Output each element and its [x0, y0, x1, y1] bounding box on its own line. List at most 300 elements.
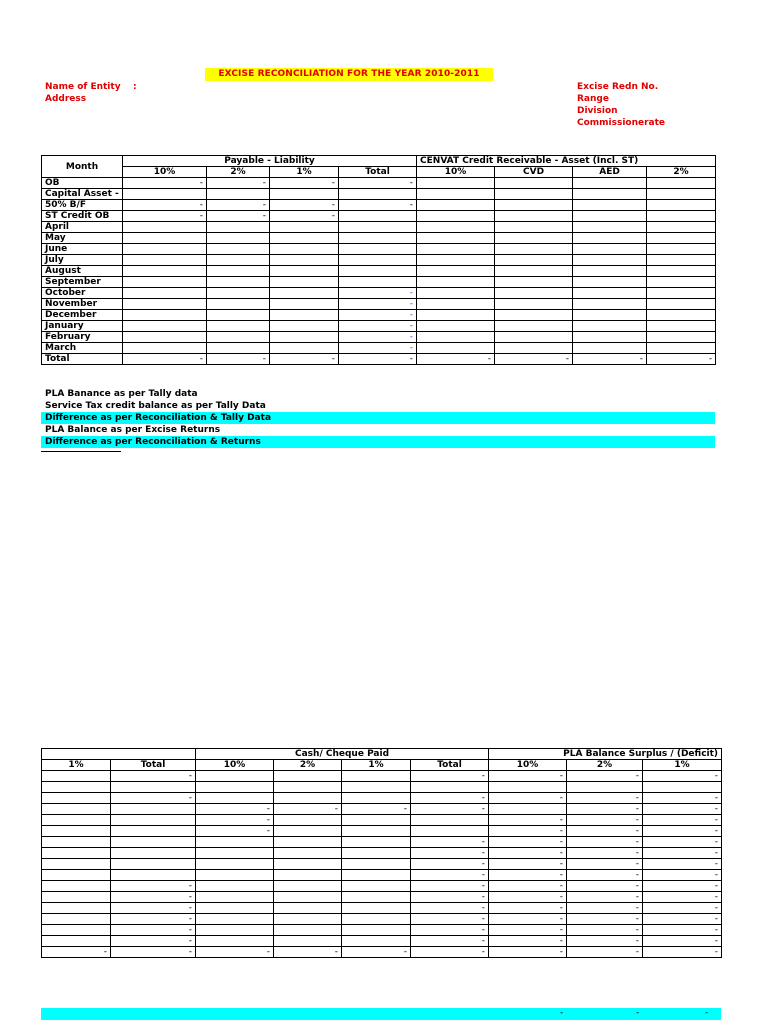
pla-header: PLA Balance Surplus / (Deficit) [489, 749, 722, 760]
entity-name-label: Name of Entity [45, 82, 121, 92]
table-cell: - [411, 903, 489, 914]
table-cell: - [196, 815, 274, 826]
table-cell: - [339, 310, 417, 321]
table-cell: - [196, 826, 274, 837]
table-cell [495, 332, 573, 343]
table-cell [417, 310, 495, 321]
table-cell [495, 178, 573, 189]
table-cell [342, 771, 411, 782]
table-cell [42, 837, 111, 848]
table-cell [647, 178, 716, 189]
table-cell [274, 936, 342, 947]
row-label: 50% B/F [42, 200, 123, 211]
summary-line: Difference as per Reconciliation & Tally Data [41, 412, 715, 424]
table-row [42, 222, 716, 233]
row-label: February [42, 332, 123, 343]
table-cell [42, 848, 111, 859]
table-row [42, 321, 716, 332]
table-cell [417, 255, 495, 266]
row-label: May [42, 233, 123, 244]
table-cell [647, 310, 716, 321]
table-cell: - [339, 354, 417, 365]
column-header: 2% [567, 760, 643, 771]
table-cell [573, 255, 647, 266]
table-row [42, 837, 722, 848]
table-cell [270, 233, 339, 244]
table-cell: - [411, 848, 489, 859]
table-cell: - [111, 936, 196, 947]
column-header: Total [111, 760, 196, 771]
division-label: Division [577, 106, 618, 116]
table-cell [573, 277, 647, 288]
table-cell [207, 288, 270, 299]
row-label: July [42, 255, 123, 266]
table-cell: - [489, 947, 567, 958]
table-cell [647, 222, 716, 233]
table-cell [42, 815, 111, 826]
table-cell [342, 826, 411, 837]
summary-line: PLA Banance as per Tally data [45, 389, 198, 399]
table-cell [495, 211, 573, 222]
row-label: April [42, 222, 123, 233]
table-cell [274, 815, 342, 826]
table-cell: - [643, 914, 722, 925]
table-row [42, 881, 722, 892]
table-cell [207, 244, 270, 255]
table-cell: - [647, 354, 716, 365]
payable-header: Payable - Liability [123, 156, 417, 167]
table-cell: - [111, 881, 196, 892]
table-cell [123, 189, 207, 200]
table-cell [647, 255, 716, 266]
table-cell [495, 244, 573, 255]
column-header: 1% [342, 760, 411, 771]
table-cell [417, 343, 495, 354]
column-header: 10% [123, 167, 207, 178]
table-cell: - [339, 332, 417, 343]
table-cell [342, 881, 411, 892]
table-row [42, 815, 722, 826]
table-cell: - [411, 837, 489, 848]
table-cell: - [643, 881, 722, 892]
table-cell [342, 903, 411, 914]
table-cell [207, 332, 270, 343]
table-cell: - [339, 200, 417, 211]
table-cell [573, 189, 647, 200]
table-cell [339, 277, 417, 288]
table-cell [42, 936, 111, 947]
table-cell [647, 332, 716, 343]
table-cell [495, 233, 573, 244]
row-label: December [42, 310, 123, 321]
table-cell [207, 310, 270, 321]
table-cell [42, 870, 111, 881]
table-cell [274, 870, 342, 881]
table-cell [643, 782, 722, 793]
table-cell [207, 189, 270, 200]
table-cell [573, 310, 647, 321]
table-cell [123, 233, 207, 244]
table-cell: - [643, 936, 722, 947]
table-cell: - [567, 903, 643, 914]
table-cell: - [489, 892, 567, 903]
table-cell [495, 321, 573, 332]
table-cell: - [567, 771, 643, 782]
table-cell: - [411, 804, 489, 815]
table-cell [417, 178, 495, 189]
table-cell [270, 299, 339, 310]
commissionerate-label: Commissionerate [577, 118, 666, 128]
table-cell: - [567, 804, 643, 815]
table-cell [42, 881, 111, 892]
table-cell [489, 782, 567, 793]
table-cell [270, 310, 339, 321]
table-cell [111, 848, 196, 859]
table-cell [647, 266, 716, 277]
table-cell [123, 310, 207, 321]
table-cell [123, 332, 207, 343]
table-cell: - [567, 837, 643, 848]
column-header: 10% [489, 760, 567, 771]
table-row [42, 189, 716, 200]
table-cell [417, 222, 495, 233]
table-row [42, 782, 722, 793]
table-cell [573, 266, 647, 277]
table-cell: - [567, 936, 643, 947]
table-cell [647, 343, 716, 354]
table-cell [42, 804, 111, 815]
table-cell [342, 936, 411, 947]
table-cell [573, 288, 647, 299]
table-cell [274, 826, 342, 837]
table-cell [42, 903, 111, 914]
table-cell: - [339, 288, 417, 299]
table-cell [573, 343, 647, 354]
table-cell: - [643, 892, 722, 903]
table-row [42, 266, 716, 277]
table-cell [196, 793, 274, 804]
table-cell [274, 892, 342, 903]
table-cell [111, 837, 196, 848]
table-cell [647, 200, 716, 211]
table-cell: - [643, 826, 722, 837]
table-cell [123, 288, 207, 299]
column-header: Total [339, 167, 417, 178]
table-cell [207, 233, 270, 244]
row-label: OB [42, 178, 123, 189]
table-cell: - [270, 200, 339, 211]
table-cell [111, 859, 196, 870]
table-cell [495, 299, 573, 310]
table-cell: - [567, 914, 643, 925]
table-cell: - [489, 826, 567, 837]
table-row [42, 354, 716, 365]
table-cell [495, 222, 573, 233]
table-cell: - [411, 793, 489, 804]
summary-line: PLA Balance as per Excise Returns [45, 425, 221, 435]
column-header: 1% [270, 167, 339, 178]
table-cell [417, 266, 495, 277]
table-cell [339, 233, 417, 244]
report-title: EXCISE RECONCILIATION FOR THE YEAR 2010-2011 [205, 68, 493, 81]
table-cell [274, 837, 342, 848]
table-cell: - [643, 793, 722, 804]
table-row [42, 925, 722, 936]
table-cell [339, 211, 417, 222]
table-row [42, 255, 716, 266]
table-cell: - [42, 947, 111, 958]
row-label: September [42, 277, 123, 288]
table-cell [196, 881, 274, 892]
column-header: 10% [196, 760, 274, 771]
table-cell [274, 859, 342, 870]
table-cell [123, 266, 207, 277]
table-row [42, 310, 716, 321]
row-label: January [42, 321, 123, 332]
table-cell: - [567, 793, 643, 804]
table-cell [42, 914, 111, 925]
summary-section [41, 388, 715, 448]
table-cell [495, 288, 573, 299]
month-header: Month [42, 156, 123, 178]
table2-blank-header [42, 749, 196, 760]
table-cell [495, 310, 573, 321]
table-cell [567, 782, 643, 793]
table-row [42, 332, 716, 343]
table-cell: - [489, 815, 567, 826]
table-cell [342, 859, 411, 870]
table-cell [111, 815, 196, 826]
table-cell [339, 189, 417, 200]
table-cell [196, 771, 274, 782]
table-cell [647, 299, 716, 310]
table-cell: - [643, 903, 722, 914]
table-row [42, 826, 722, 837]
table-cell: - [342, 804, 411, 815]
table-cell [342, 870, 411, 881]
table-cell [342, 782, 411, 793]
table-cell [207, 321, 270, 332]
table-cell [495, 255, 573, 266]
table-cell: - [489, 771, 567, 782]
table-cell [274, 881, 342, 892]
table-cell: - [411, 936, 489, 947]
table-cell: - [489, 837, 567, 848]
table-cell: - [489, 793, 567, 804]
table-cell [495, 200, 573, 211]
table-cell [573, 321, 647, 332]
table-cell [42, 771, 111, 782]
row-label: ST Credit OB [42, 211, 123, 222]
table-cell [274, 903, 342, 914]
table-cell [207, 277, 270, 288]
table-cell: - [123, 211, 207, 222]
table-cell: - [643, 925, 722, 936]
table-cell [647, 321, 716, 332]
table-row [42, 903, 722, 914]
table-cell [196, 837, 274, 848]
cenvat-header: CENVAT Credit Receivable - Asset (Incl. ST) [417, 156, 716, 167]
table-cell: - [111, 947, 196, 958]
table-row [42, 936, 722, 947]
table-cell: - [207, 178, 270, 189]
table-row [42, 211, 716, 222]
table-cell: - [207, 211, 270, 222]
table-cell [417, 321, 495, 332]
table-cell: - [495, 354, 573, 365]
table-cell: - [489, 848, 567, 859]
table-cell [417, 299, 495, 310]
table-cell [270, 343, 339, 354]
table-cell [123, 222, 207, 233]
footer-cell: - [636, 1008, 640, 1018]
table-cell: - [111, 892, 196, 903]
column-header: Total [411, 760, 489, 771]
table-cell [339, 244, 417, 255]
table-cell: - [643, 771, 722, 782]
table-cell [417, 200, 495, 211]
table-cell: - [643, 859, 722, 870]
row-label: August [42, 266, 123, 277]
table-cell: - [339, 299, 417, 310]
table-cell: - [567, 826, 643, 837]
table-cell [411, 815, 489, 826]
underline-divider [41, 451, 121, 452]
row-label: November [42, 299, 123, 310]
table-cell [573, 299, 647, 310]
table-cell [196, 892, 274, 903]
table-row [42, 859, 722, 870]
table-cell: - [207, 354, 270, 365]
table-row [42, 343, 716, 354]
table-cell [207, 299, 270, 310]
table-cell: - [567, 870, 643, 881]
table-cell [270, 288, 339, 299]
table-cell: - [411, 914, 489, 925]
table-cell [42, 826, 111, 837]
table-cell: - [123, 178, 207, 189]
reconciliation-table [41, 155, 716, 365]
table-row [42, 288, 716, 299]
table-cell [573, 222, 647, 233]
table-row [42, 244, 716, 255]
table-cell: - [274, 947, 342, 958]
table-cell [207, 266, 270, 277]
table-cell: - [643, 837, 722, 848]
table-cell [647, 211, 716, 222]
table-cell [647, 277, 716, 288]
table-cell: - [196, 804, 274, 815]
table-cell: - [573, 354, 647, 365]
table-cell [270, 189, 339, 200]
table-row [42, 233, 716, 244]
table-cell [274, 771, 342, 782]
table-cell [42, 793, 111, 804]
table-cell [417, 332, 495, 343]
table-cell: - [342, 947, 411, 958]
table-cell: - [411, 859, 489, 870]
table-row [42, 804, 722, 815]
table-cell [42, 859, 111, 870]
table-cell: - [411, 881, 489, 892]
table-row [42, 277, 716, 288]
column-header: 2% [274, 760, 342, 771]
address-label: Address [45, 94, 87, 104]
column-header: CVD [495, 167, 573, 178]
table-cell: - [567, 848, 643, 859]
table-cell: - [489, 925, 567, 936]
table-cell [573, 244, 647, 255]
table-cell: - [567, 947, 643, 958]
table-row [42, 947, 722, 958]
table-cell [573, 200, 647, 211]
table-cell: - [567, 815, 643, 826]
table-cell [573, 178, 647, 189]
column-header: 1% [643, 760, 722, 771]
table-cell [123, 299, 207, 310]
table-cell: - [411, 925, 489, 936]
table-row [42, 892, 722, 903]
table-cell [647, 189, 716, 200]
column-header: 2% [207, 167, 270, 178]
table-cell [196, 870, 274, 881]
table-cell [647, 233, 716, 244]
table-cell [342, 837, 411, 848]
excise-redn-label: Excise Redn No. [577, 82, 659, 92]
table-cell [111, 870, 196, 881]
table-cell: - [489, 881, 567, 892]
table-cell: - [489, 859, 567, 870]
table-row [42, 870, 722, 881]
table-cell [42, 925, 111, 936]
table-cell [495, 189, 573, 200]
table-cell [417, 189, 495, 200]
table-cell: - [196, 947, 274, 958]
table-cell: - [123, 354, 207, 365]
table-row [42, 793, 722, 804]
table-cell [417, 244, 495, 255]
table-cell [274, 793, 342, 804]
table-cell: - [643, 848, 722, 859]
table-cell [270, 277, 339, 288]
table-cell [274, 782, 342, 793]
table-cell [573, 233, 647, 244]
table-cell [111, 782, 196, 793]
table-cell [417, 288, 495, 299]
table-cell: - [111, 903, 196, 914]
table-cell: - [111, 771, 196, 782]
table-cell: - [111, 925, 196, 936]
table-cell [123, 321, 207, 332]
table-cell: - [339, 321, 417, 332]
table-cell [111, 826, 196, 837]
column-header: AED [573, 167, 647, 178]
table-cell [495, 266, 573, 277]
table-cell [270, 222, 339, 233]
table-cell: - [489, 914, 567, 925]
table-row [42, 848, 722, 859]
table-row [42, 914, 722, 925]
table-cell [417, 233, 495, 244]
table-cell [342, 892, 411, 903]
payment-table [41, 748, 722, 958]
row-label: Total [42, 354, 123, 365]
table-cell [417, 211, 495, 222]
table-cell: - [270, 178, 339, 189]
table-cell [196, 848, 274, 859]
table-cell: - [567, 881, 643, 892]
table-cell: - [643, 804, 722, 815]
